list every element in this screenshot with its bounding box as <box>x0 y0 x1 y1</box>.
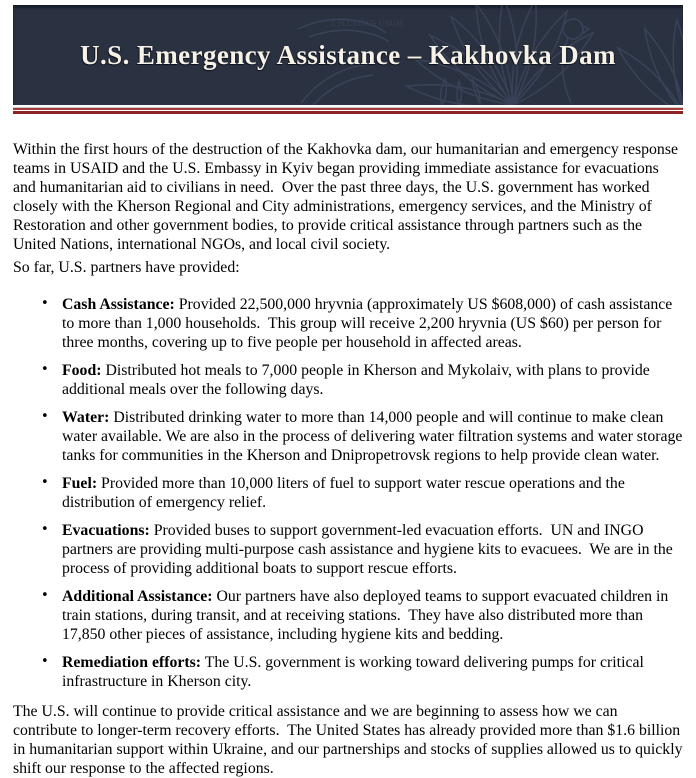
document-title: U.S. Emergency Assistance – Kakhovka Dam <box>80 39 616 70</box>
assistance-item-label: Remediation efforts: <box>62 654 202 671</box>
assistance-item-text: Distributed drinking water to more than 14,000 people and will continue to make clean water available. We are also in the process of delivering water filtration systems and water storage tanks for communities in the Kherson and Dnipropetrovsk regions to help provide clean water. <box>62 409 687 464</box>
assistance-list-item <box>13 361 683 399</box>
intro-paragraph: Within the first hours of the destruction of the Kakhovka dam, our humanitarian and emergency response teams in USAID and the U.S. Embassy in Kyiv began providing immediate assistance for evacuations and humanitarian aid to civilians in need. Over the past three days, the U.S. government has worked closely with the Kherson Regional and City administrations, emergency services, and the Ministry of Restoration and other government bodies, to provide critical assistance through partners such as the United Nations, international NGOs, and local civil society. <box>13 141 682 253</box>
assistance-list-item <box>13 408 687 465</box>
bullet-marker-icon: • <box>41 475 49 490</box>
assistance-list-item <box>13 521 683 578</box>
assistance-item-label: Evacuations: <box>62 522 150 539</box>
assistance-item-text: Provided buses to support government-led evacuation efforts. UN and INGO partners are providing multi-purpose cash assistance and hygiene kits to evacuees. We are in the process of providing additional boats to support rescue efforts. <box>62 522 677 577</box>
assistance-item-label: Additional Assistance: <box>62 588 213 605</box>
assistance-item-label: Food: <box>62 362 102 379</box>
list-lead-in: So far, U.S. partners have provided: <box>13 259 240 276</box>
assistance-item-text: Our partners have also deployed teams to support evacuated children in train stations, during transit, and at receiving stations. They have also distributed more than 17,850 other pieces of assistance, including hygiene kits and bedding. <box>62 588 673 643</box>
assistance-list-item <box>13 295 683 352</box>
assistance-item-text: The U.S. government is working toward delivering pumps for critical infrastructure in Kherson city. <box>62 654 648 690</box>
assistance-list <box>13 295 687 691</box>
bullet-marker-icon: • <box>41 588 49 603</box>
bullet-marker-icon: • <box>41 654 49 669</box>
header-divider <box>13 105 683 114</box>
closing-paragraph: The U.S. will continue to provide critical assistance and we are beginning to assess how we can contribute to longer-term recovery efforts. The United States has already provided more than $1.6 billion in humanitarian support within Ukraine, and our partnerships and stocks of supplies allowed us to quickly shift our response to the affected regions. <box>13 703 687 777</box>
bullet-marker-icon: • <box>41 296 49 311</box>
document-body <box>13 114 687 778</box>
assistance-item-text: Distributed hot meals to 7,000 people in Kherson and Mykolaiv, with plans to provide additional meals over the following days. <box>62 362 654 398</box>
assistance-list-item <box>13 474 683 512</box>
bullet-marker-icon: • <box>41 522 49 537</box>
assistance-item-label: Fuel: <box>62 475 98 492</box>
document-header-banner <box>13 5 683 105</box>
assistance-item-text: Provided 22,500,000 hryvnia (approximately US $608,000) of cash assistance to more than 1,000 households. This group will receive 2,200 hryvnia (US $60) per person for three months, covering up to five people per household in affected areas. <box>62 296 677 351</box>
bullet-marker-icon: • <box>41 362 49 377</box>
assistance-list-item <box>13 653 683 691</box>
assistance-list-item <box>13 587 683 644</box>
document <box>0 5 696 778</box>
assistance-item-label: Cash Assistance: <box>62 296 175 313</box>
assistance-item-label: Water: <box>62 409 110 426</box>
bullet-marker-icon: • <box>41 409 49 424</box>
assistance-item-text: Provided more than 10,000 liters of fuel to support water rescue operations and the distribution of emergency relief. <box>62 475 629 511</box>
svg-text:E PLURIBUS UNUM: E PLURIBUS UNUM <box>331 19 404 28</box>
